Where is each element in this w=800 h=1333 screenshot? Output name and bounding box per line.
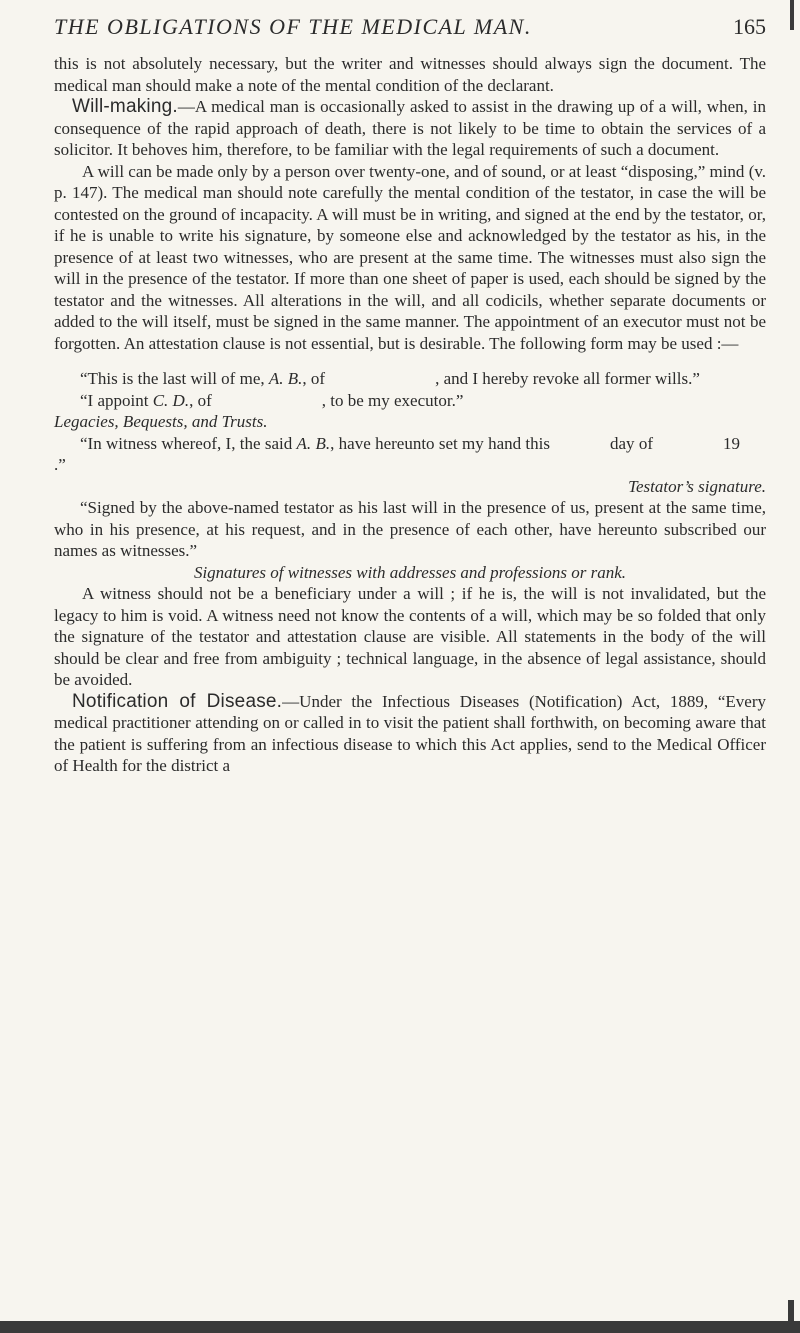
running-head [54,8,766,48]
paragraph-witness-rules: A witness should not be a beneficiary under a will ; if he is, the will is not invalidated, but the legacy to him is void. A witness need not know the contents of a will, which may be so folded that only the signature of the testator and attestation clause are visible. All statements in the body of the will should be clear and free from ambiguity ; technical language, in the absence of legal assistance, should be avoided. [54,584,766,689]
section-heading-will-making: Will-making. [72,96,178,117]
page-edge-mark [790,0,794,30]
notification-text: —Under the Infectious Diseases (Notification) Act, 1889, “Every medical practitioner attending on or called in to visit the patient shall forthwith, on becoming aware that the patient is suffering from an infectious disease to which this Act applies, send to the Medical Officer of Health for the district a [54,691,767,775]
paragraph-will-requirements: A will can be made only by a person over twenty-one, and of sound, or at least “disposing,” mind (v. p. 147). The medical man should note carefully the mental condition of the testator, in case the will be contested on the ground of incapacity. A will must be in writing, and signed at the end by the testator, or, if he is unable to write his signature, by someone else and acknowledged by the testator as his, in the presence of at least two witnesses, who are present at the same time. The witnesses must also sign the will in the presence of the testator. If more than one sheet of paper is used, each should be signed by the testator and the witnesses. All alterations in the will, and all codicils, whether separate documents or added to the will itself, must be signed in the same manner. The appointment of an executor must not be forgotten. An attestation clause is not essential, but is desirable. The following form may be used :— [54,161,766,353]
paragraph-notification [54,691,766,777]
running-head-title: THE OBLIGATIONS OF THE MEDICAL MAN. [54,14,532,39]
will-making-text: —A medical man is occasionally asked to assist in the drawing up of a will, when, in consequence of the rapid approach of death, there is not likely to be time to obtain the services of a solicitor. It behoves him, therefore, to be familiar with the legal requirements of such a document. [54,97,766,159]
testator-signature-line: Testator’s signature. [628,476,766,496]
section-heading-notification: Notification of Disease. [72,690,283,712]
witness-signature-line: Signatures of witnesses with addresses and professions or rank. [193,562,627,582]
form-line-revocation: “This is the last will of me, A. B., of , and I hereby revoke all former wills.” [80,369,700,388]
page-body [54,53,766,777]
form-line-witness-clause: “In witness whereof, I, the said A. B., have hereunto set my hand this day of 19.” [54,433,740,474]
form-line-executor: “I appoint C. D., of , to be my executor.” [80,390,464,410]
paragraph-will-making [54,96,766,161]
form-line-legacies: Legacies, Bequests, and Trusts. [54,412,268,431]
bottom-scan-edge [0,1321,800,1333]
page-number: 165 [733,14,766,39]
paragraph-declaration-note: this is not absolutely necessary, but the writer and witnesses should always sign the document. The medical man should make a note of the mental condition of the declarant. [54,54,766,95]
form-line-signed-by: “Signed by the above-named testator as his last will in the presence of us, present at the same time, who in his presence, at his request, and in the presence of each other, have hereunto subscribed our names as witnesses.” [54,498,766,560]
